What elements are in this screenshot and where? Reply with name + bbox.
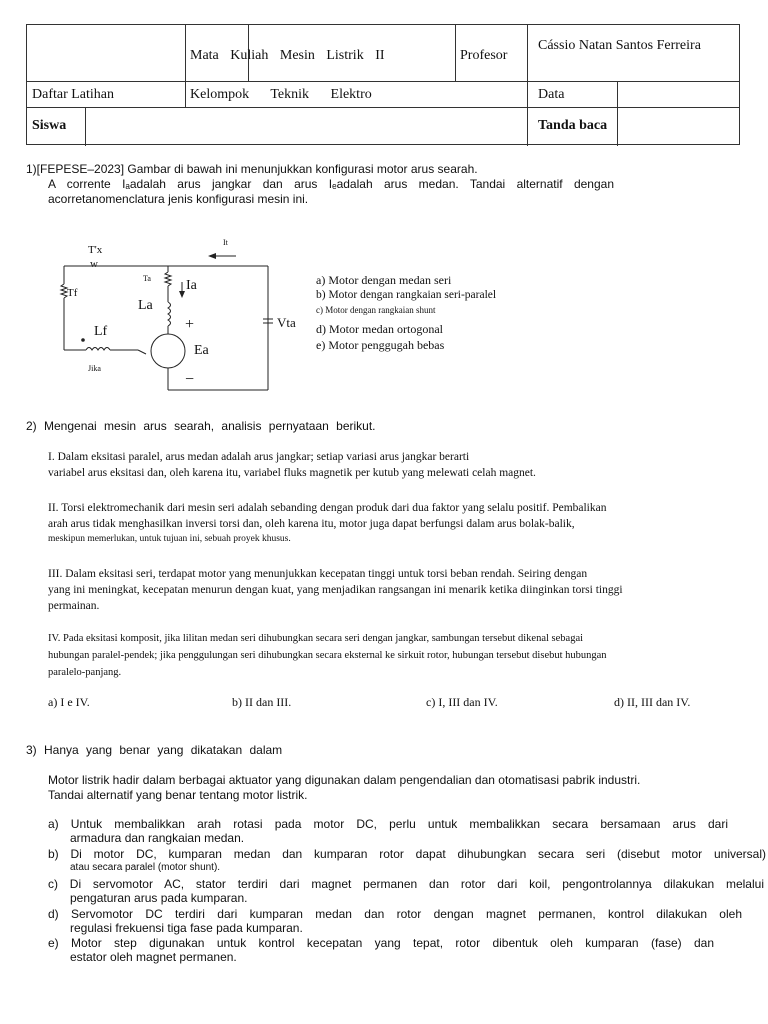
q1-option-a[interactable]: a) Motor dengan medan seri — [316, 273, 452, 287]
diagram-label-ta: Ta — [143, 274, 151, 283]
q2-answer-c[interactable]: c) I, III dan IV. — [426, 695, 498, 709]
q1-line3: acorretanomenclatura jenis konfigurasi mesin ini. — [48, 192, 309, 206]
q2-statement-1: I. Dalam eksitasi paralel, arus medan adalah arus jangkar; setiap variasi arus jangkar berarti variabel arus eksitasi dan, oleh karena itu, variabel fluks magnetik per kutub yang melewati celah magnet. — [48, 451, 536, 479]
q3-option-b[interactable]: b) Di motor DC, kumparan medan dan kumparan rotor dapat dihubungkan secara seri (disebut motor universal) atau secara paralel (motor shunt). — [48, 847, 766, 873]
diagram-label-tf: Tf — [67, 287, 78, 299]
q3-intro-1: Motor listrik hadir dalam berbagai aktuator yang digunakan dalam pengendalian dan otomatisasi pabrik industri. — [48, 773, 641, 787]
course-title: Mata Kuliah Mesin Listrik II — [190, 48, 385, 63]
q2-answer-a[interactable]: a) I e IV. — [48, 695, 90, 709]
diagram-label-w: w — [90, 258, 98, 270]
q1-intro: 1)[FEPESE–2023] Gambar di bawah ini menunjukkan konfigurasi motor arus searah. — [26, 162, 478, 176]
q2-statement-2: II. Torsi elektromechanik dari mesin seri adalah sebanding dengan produk dari dua faktor yang selalu positif. Pembalikan arah arus tidak menghasilkan inversi torsi dan, oleh karena itu, motor juga dapat berfungsi dalam arus bolak-balik, meskipun memerlukan, untuk tujuan ini, sebuah proyek khusus. — [48, 502, 607, 544]
q3-option-d[interactable]: d) Servomotor DC terdiri dari kumparan medan dan rotor dengan magnet permanen, kontrol dilakukan oleh regulasi frekuensi tiga fase pada kumparan. — [48, 907, 742, 935]
professor-name: Cássio Natan Santos Ferreira — [538, 38, 701, 53]
q3-option-a[interactable]: a) Untuk membalikkan arah rotasi pada motor DC, perlu untuk membalikkan secara bersamaan arus dari armadura dan rangkaian medan. — [48, 817, 728, 845]
diagram-label-plus: + — [185, 316, 195, 333]
q1-option-c[interactable]: c) Motor dengan rangkaian shunt — [316, 305, 436, 315]
q1-line2: A corrente Iₐadalah arus jangkar dan arus Iₑadalah arus medan. Tandai alternatif dengan — [48, 177, 614, 191]
q1-option-b[interactable]: b) Motor dengan rangkaian seri-paralel — [316, 289, 497, 301]
date-field[interactable] — [618, 82, 738, 106]
signature-label: Tanda baca — [538, 118, 608, 133]
dc-motor-circuit-diagram — [50, 236, 280, 396]
diagram-label-tx: T'x — [88, 244, 103, 256]
diagram-label-la: La — [138, 298, 153, 313]
q2-answer-d[interactable]: d) II, III dan IV. — [614, 695, 691, 709]
professor-label: Profesor — [460, 48, 508, 63]
q3-title: 3) Hanya yang benar yang dikatakan dalam — [26, 743, 283, 757]
diagram-label-lf: Lf — [94, 324, 108, 339]
diagram-label-ea: Ea — [194, 343, 209, 358]
group-label: Kelompok Teknik Elektro — [190, 87, 372, 102]
diagram-label-ia: Ia — [186, 278, 197, 293]
student-name-field[interactable] — [86, 108, 534, 143]
q3-option-e[interactable]: e) Motor step digunakan untuk kontrol kecepatan yang tepat, rotor dibentuk oleh kumparan (fase) dan estator oleh magnet permanen. — [48, 936, 714, 964]
exercise-list-label: Daftar Latihan — [32, 87, 115, 102]
q3-intro-2: Tandai alternatif yang benar tentang motor listrik. — [48, 788, 308, 802]
q2-title: 2) Mengenai mesin arus searah, analisis pernyataan berikut. — [26, 419, 376, 433]
signature-field[interactable] — [618, 108, 738, 143]
diagram-label-vta: Vta — [277, 315, 296, 330]
q1-option-d[interactable]: d) Motor medan ortogonal — [316, 322, 443, 336]
q2-statement-4: IV. Pada eksitasi komposit, jika lilitan medan seri dihubungkan secara seri dengan jangkar, sambungan tersebut dikenal sebagai hubungan paralel-pendek; jika penggulungan seri dihubungkan secara eksternal ke sirkuit rotor, hubungan tersebut disebut hubungan paralelo-panjang. — [48, 633, 607, 678]
q3-option-c[interactable]: c) Di servomotor AC, stator terdiri dari magnet permanen dan rotor dari koil, pengontrolannya dilakukan melalui pengaturan arus pada kumparan. — [48, 877, 764, 905]
student-label: Siswa — [32, 118, 67, 133]
q1-option-e[interactable]: e) Motor penggugah bebas — [316, 338, 445, 352]
diagram-label-it: It — [223, 238, 228, 247]
q2-statement-3: III. Dalam eksitasi seri, terdapat motor yang menunjukkan kecepatan tinggi untuk torsi beban rendah. Seiring dengan yang ini meningkat, kecepatan menurun dengan kuat, yang menjadikan rangsangan ini menarik ketika diinginkan torsi tinggi permainan. — [48, 568, 623, 612]
q2-answer-b[interactable]: b) II dan III. — [232, 695, 292, 709]
diagram-label-minus: − — [185, 371, 195, 388]
date-label: Data — [538, 87, 565, 102]
diagram-label-jika: Jika — [88, 364, 101, 373]
